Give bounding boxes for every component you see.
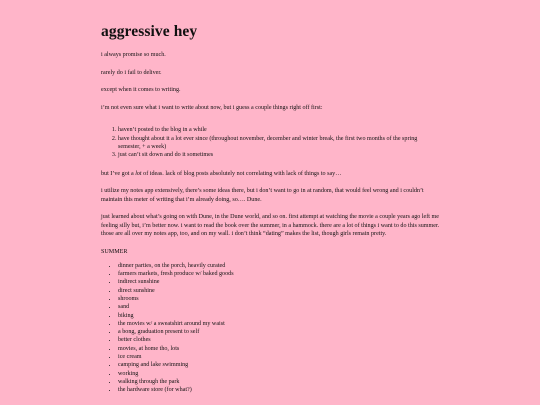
summer-list xyxy=(101,262,441,395)
notes-paragraph: i utilize my notes app extensively, there’s some ideas there, but i don’t want to go in at random, that would feel wrong and i couldn’t maintain this meter of writing that i’m already doing, so…. Dune. xyxy=(101,188,424,203)
intro-paragraph: i always promise so much. xyxy=(101,52,166,58)
list-item: • better clothes xyxy=(118,336,441,344)
list-item: • working xyxy=(118,370,441,378)
list-item: 1. haven’t posted to the blog in a while xyxy=(118,126,441,134)
list-item: • ice cream xyxy=(118,353,441,361)
list-item: • a bong, graduation present to self xyxy=(118,328,441,336)
intro-paragraph: i’m not even sure what i want to write about now, but i guess a couple things right off first: xyxy=(101,105,323,112)
list-item: • the hardware store (for what?) xyxy=(118,386,441,394)
list-item: 3. just can’t sit down and do it sometimes xyxy=(118,151,441,159)
list-item: • indirect sunshine xyxy=(118,278,441,286)
intro-paragraph: except when it comes to writing. xyxy=(101,87,181,94)
list-item: • movies, at home tho, lots xyxy=(118,345,441,353)
list-item: • biking xyxy=(118,312,441,320)
list-item: • direct sunshine xyxy=(118,287,441,295)
list-item: • walking through the park xyxy=(118,378,441,386)
list-item: • sand xyxy=(118,303,441,311)
list-item: • dinner parties, on the porch, heavily curated xyxy=(118,262,441,270)
ideas-emphasis: lot xyxy=(135,170,142,177)
ideas-paragraph xyxy=(101,170,441,178)
blog-post xyxy=(101,0,441,395)
list-item: 2. have thought about it a lot ever since (throughout november, december and winter break, the first two months of the spring semester, + a week) xyxy=(118,135,441,152)
list-item: • camping and lake swimming xyxy=(118,361,441,369)
list-item: • the movies w/ a sweatshirt around my waist xyxy=(118,320,441,328)
ideas-text-after: of ideas. lack of blog posts absolutely not correlating with lack of things to say… xyxy=(141,170,342,177)
intro-paragraph: rarely do i fail to deliver. xyxy=(101,69,162,76)
ideas-text-before: but I’ve got a xyxy=(101,170,136,177)
summer-heading: SUMMER xyxy=(101,248,128,255)
post-title: aggressive hey xyxy=(101,23,198,40)
list-item: • farmers markets, fresh produce w/ baked goods xyxy=(118,270,441,278)
dune-paragraph: just learned about what’s going on with Dune, in the Dune world, and so on. first attempt at watching the movie a couple years ago left me feeling silly but, i’m better now. i want to read the book over the summer, in a hammock. there are a lot of things i want to do this summer. those are all over my notes app, too, and on my wall. i don’t think “dating” makes the list, though girls remain pretty. xyxy=(101,214,440,237)
reasons-list xyxy=(101,126,441,159)
list-item: • shrooms xyxy=(118,295,441,303)
